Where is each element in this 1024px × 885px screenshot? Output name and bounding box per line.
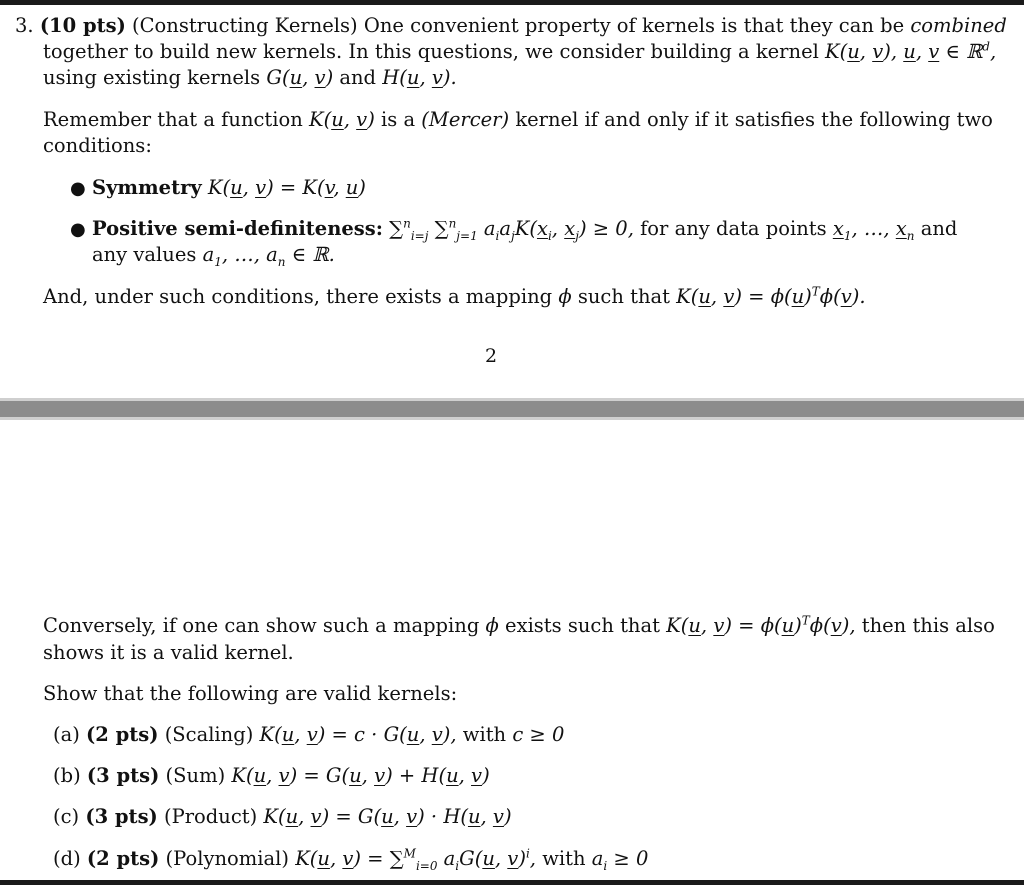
conditions-lead: Remember that a function — [43, 108, 303, 131]
converse-line-1: Conversely, if one can show such a mapping ϕ exists such that K(u, $v) = \phi(u)^T\phi(v)$, then this also — [43, 613, 995, 637]
psd-condition-line-2 — [92, 242, 335, 268]
kernel-g-formula: G(u, v) — [266, 66, 334, 89]
conditions-lead-b: is a — [381, 108, 416, 131]
part-name: (Product) — [163, 805, 258, 828]
intro-text-2: together to build new kernels. In this questions, we consider building a kernel — [43, 40, 819, 63]
part-with: with — [462, 723, 507, 746]
part-a — [53, 722, 564, 748]
page-2 — [0, 420, 1024, 880]
part-points: (3 pts) — [86, 764, 160, 787]
problem-line-1 — [15, 13, 1007, 39]
values-formula: $a_1$, …, $a_n$ ∈ ℝ. — [202, 243, 335, 269]
part-c — [53, 804, 512, 830]
kernel-h-formula: H(u, v). — [382, 66, 457, 89]
conditions-lead-c: kernel if and only if it satisfies the following two — [515, 108, 993, 131]
part-b — [53, 763, 490, 789]
intro-text-1: One convenient property of kernels is that they can be — [363, 14, 905, 37]
part-label: (d) — [53, 847, 81, 870]
converse-text-a: Conversely, if one can show such a mapping — [43, 614, 480, 637]
psd-text: for any data points — [640, 217, 827, 240]
part-points: (2 pts) — [86, 847, 160, 870]
bullet-icon: ● — [70, 178, 86, 199]
scaling-condition: c ≥ 0 — [512, 723, 565, 746]
conditions-line-2 — [43, 133, 152, 159]
part-d — [53, 846, 648, 872]
psd-label: Positive semi-definiteness: — [92, 217, 383, 240]
kernel-k-formula: K(u, v), u, v ∈ ℝ$^d$, — [825, 39, 997, 63]
sum-formula: K(u, v) = G(u, v) + H(u, v) — [231, 764, 490, 787]
mapping-text: And, under such conditions, there exists a mapping — [43, 285, 553, 308]
problem-number: 3. — [15, 14, 34, 37]
problem-title: (Constructing Kernels) — [132, 14, 358, 37]
psd-condition — [92, 216, 957, 242]
problem-points: (10 pts) — [39, 14, 126, 37]
conditions-lead-2: conditions: — [43, 134, 152, 157]
part-points: (2 pts) — [86, 723, 159, 746]
symmetry-label: Symmetry — [92, 176, 202, 199]
part-name: (Polynomial) — [165, 847, 289, 870]
part-points: (3 pts) — [85, 805, 158, 828]
part-with: with — [542, 847, 586, 870]
intro-emphasis: combined — [910, 14, 1007, 37]
polynomial-condition: $a_i \ge 0$ — [591, 847, 649, 873]
mapping-text-b: such that — [577, 285, 670, 308]
page-separator — [0, 398, 1024, 420]
symmetry-condition — [92, 175, 366, 201]
part-label: (c) — [53, 805, 80, 828]
product-formula: K(u, v) = G(u, v) · H(u, v) — [263, 805, 512, 828]
problem-line-3: using existing kernels G(u, v) and H(u, v). — [43, 66, 457, 89]
part-label: (b) — [53, 764, 81, 787]
part-label: (a) — [53, 723, 80, 746]
psd-and: and — [920, 217, 958, 240]
converse-line-2 — [43, 640, 294, 666]
page-number: 2 — [485, 345, 498, 367]
converse-text-b: exists such that — [505, 614, 660, 637]
show-heading-text: Show that the following are valid kernels: — [43, 682, 458, 705]
problem-line-2 — [43, 39, 996, 65]
scaling-formula: K(u, v) = c · G(u, v), — [259, 723, 457, 746]
symmetry-formula: K(u, v) = K(v, u) — [207, 176, 366, 199]
part-name: (Sum) — [165, 764, 226, 787]
mapping-formula: K(u, $v) = \phi(u)^T\phi(v)$. — [676, 284, 866, 308]
converse-text-c: then this also — [861, 614, 995, 637]
intro-text-3: using existing kernels — [43, 66, 261, 89]
mercer-label: (Mercer) — [421, 108, 510, 131]
converse-formula: K(u, $v) = \phi(u)^T\phi(v)$, — [666, 613, 856, 637]
data-points-formula: $x_1$, …, $x_n$ — [832, 217, 915, 243]
mapping-line: And, under such conditions, there exists a mapping ϕ such that K(u, $v) = \phi(u)^T\phi(v)$. — [43, 284, 866, 308]
bullet-icon: ● — [70, 219, 86, 240]
converse-text-2: shows it is a valid kernel. — [43, 641, 294, 664]
kernel-k-formula: K(u, v) — [309, 108, 375, 131]
part-name: (Scaling) — [164, 723, 254, 746]
bottom-border — [0, 880, 1024, 885]
conditions-line-1 — [43, 107, 993, 133]
psd-line-2: any values — [92, 243, 197, 266]
page-1 — [0, 5, 1024, 398]
show-heading — [43, 681, 457, 707]
polynomial-formula: K(u, v) = ∑$^M_{i=0}$ $a_iG(u$, v)$^i$, — [295, 846, 536, 873]
psd-formula: ∑$^n_{i=j}$ ∑$^n_{j=1}$ $a_ia_jK(x_i$, $x_j) \ge 0$, — [389, 216, 634, 243]
